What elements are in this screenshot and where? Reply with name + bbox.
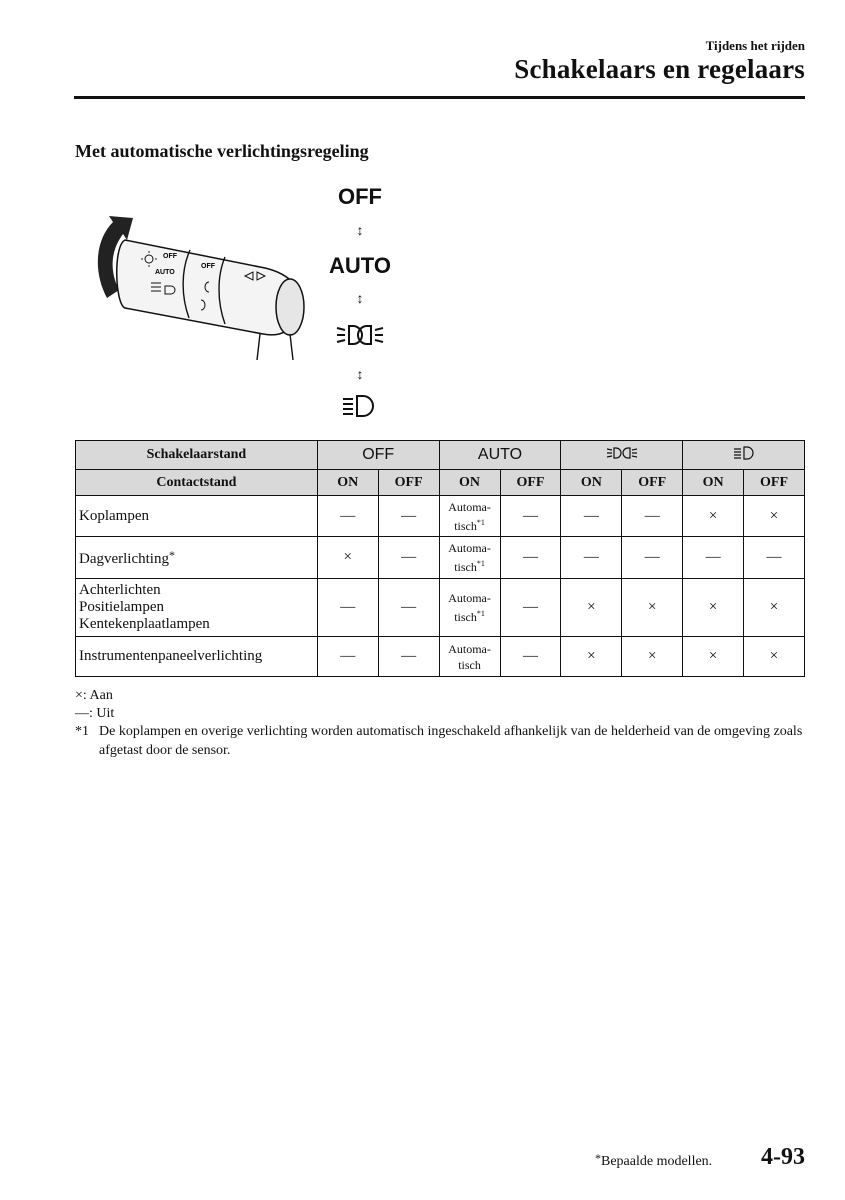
col-on: ON [561,470,622,496]
table-cell-auto: Automa- tisch$^{*1}$ [439,537,500,579]
up-down-arrow-icon: ↕ [356,366,364,382]
header-off: OFF [317,441,439,470]
col-off: OFF [622,470,683,496]
header-switch-position: Schakelaarstand [76,441,318,470]
position-auto-label: AUTO [329,253,391,278]
parking-lights-icon [310,320,410,350]
table-subheader-row [76,470,805,496]
table-cell: — [622,537,683,579]
legend [75,687,114,723]
headlights-icon [310,392,410,420]
footer-note: *Bepaalde modellen. [595,1151,713,1169]
footnote-text: De koplampen en overige verlichting worden automatisch ingeschakeld afhankelijk van de helderheid van de omgeving zoals afgetast door de sensor. [99,724,803,758]
table-cell: × [744,496,805,537]
header-headlights [683,441,805,470]
table-cell-auto: Automa- tisch$^{*1}$ [439,496,500,537]
table-cell: — [561,537,622,579]
table-cell: — [622,496,683,537]
footnote-tag: *1 [75,724,89,739]
table-cell: × [622,579,683,637]
table-cell: — [500,579,561,637]
header-auto: AUTO [439,441,561,470]
table-cell: × [683,579,744,637]
row-label: Koplampen [76,496,318,537]
table-cell: × [561,579,622,637]
table-cell: — [317,579,378,637]
col-on: ON [683,470,744,496]
lighting-table [75,440,805,677]
table-cell: — [744,537,805,579]
dial-label-auto: AUTO [155,269,175,276]
position-off-label: OFF [338,184,382,209]
table-cell: — [378,537,439,579]
row-label: Instrumentenpaneelverlichting [76,637,318,677]
table-cell: — [378,637,439,677]
table-cell: × [622,637,683,677]
table-cell: — [500,537,561,579]
table-cell: — [561,496,622,537]
header-divider [74,96,805,99]
table-row [76,496,805,537]
col-off: OFF [378,470,439,496]
light-switch-lever-illustration [85,210,315,370]
dial-label-off: OFF [163,253,177,260]
table-cell: × [744,637,805,677]
table-cell: — [378,496,439,537]
header-ignition: Contactstand [76,470,318,496]
row-label: Achterlichten Positielampen Kentekenplaatlampen [76,579,318,637]
table-cell-auto: Automa- tisch [439,637,500,677]
table-cell: × [317,537,378,579]
page-title: Schakelaars en regelaars [514,54,805,84]
table-row [76,537,805,579]
col-off: OFF [744,470,805,496]
table-row [76,579,805,637]
legend-on: ×: Aan [75,688,113,703]
up-down-arrow-icon: ↕ [356,290,364,306]
header-parking-lights [561,441,683,470]
table-cell: × [683,496,744,537]
table-header-row [76,441,805,470]
table-cell: × [744,579,805,637]
page-number: 4-93 [761,1144,805,1170]
table-cell: × [561,637,622,677]
svg-text:OFF: OFF [201,263,215,270]
table-cell: — [500,496,561,537]
section-heading: Met automatische verlichtingsregeling [75,141,369,161]
table-cell-auto: Automa- tisch$^{*1}$ [439,579,500,637]
col-on: ON [439,470,500,496]
row-label: Dagverlichting* [76,537,318,579]
table-row [76,637,805,677]
parking-lights-icon [605,445,639,461]
up-down-arrow-icon: ↕ [356,222,364,238]
footnote [75,722,805,760]
table-cell: — [317,496,378,537]
headlights-icon [731,445,757,461]
table-cell: × [683,637,744,677]
switch-position-sequence [310,180,410,420]
table-cell: — [378,579,439,637]
col-on: ON [317,470,378,496]
table-cell: — [683,537,744,579]
section-label: Tijdens het rijden [705,38,805,53]
table-cell: — [317,637,378,677]
legend-off: —: Uit [75,706,115,721]
table-cell: — [500,637,561,677]
col-off: OFF [500,470,561,496]
